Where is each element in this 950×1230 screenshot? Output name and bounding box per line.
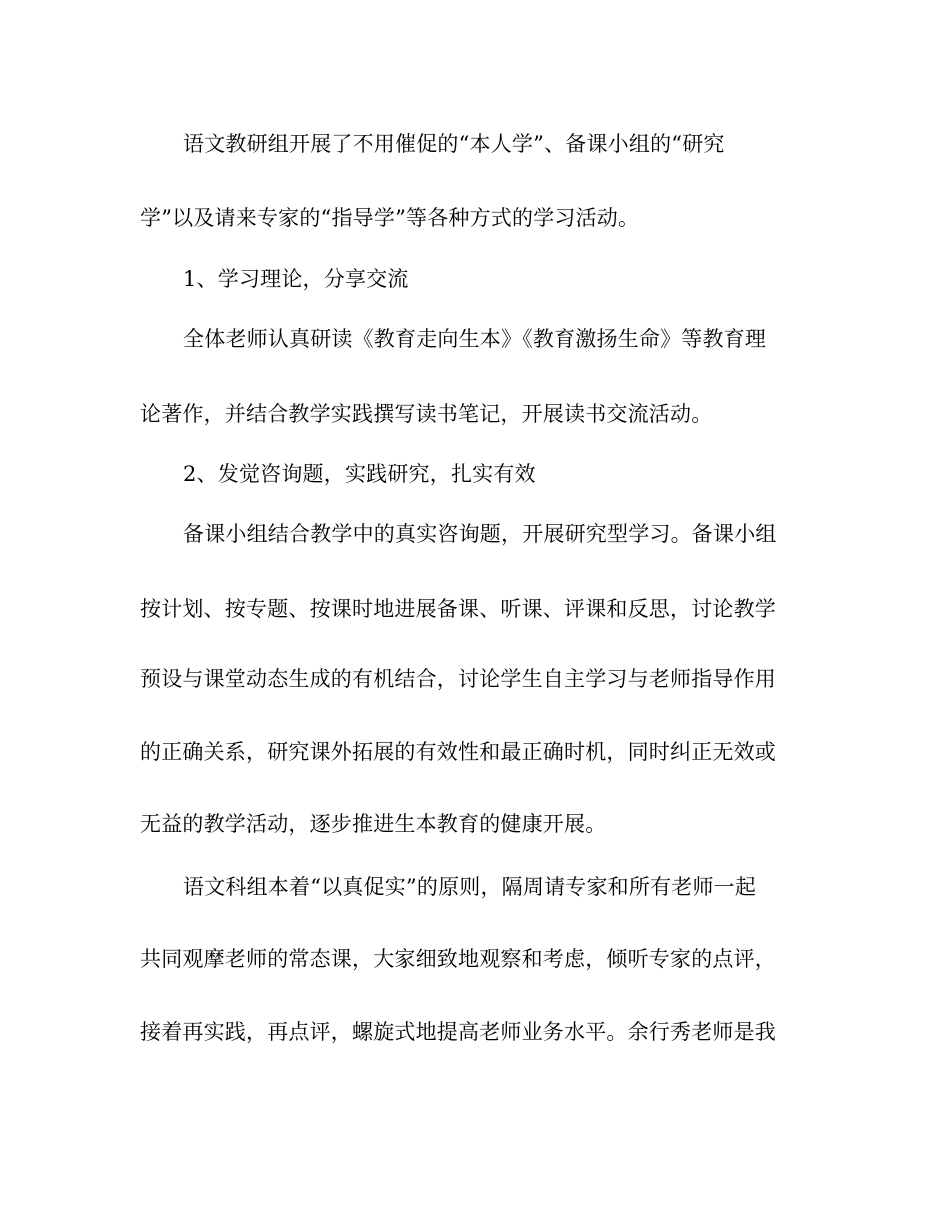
paragraph-3-line-3: 预设与课堂动态生成的有机结合，讨论学生自主学习与老师指导作用 — [140, 667, 776, 691]
paragraph-1-line-2: 学”以及请来专家的“指导学”等各种方式的学习活动。 — [140, 206, 640, 230]
paragraph-2-line-2: 论著作，并结合教学实践撰写读书笔记，开展读书交流活动。 — [140, 402, 713, 426]
paragraph-4-line-1: 语文科组本着“以真促实”的原则，隔周请专家和所有老师一起 — [183, 875, 757, 899]
paragraph-3-line-1: 备课小组结合教学中的真实咨询题，开展研究型学习。备课小组 — [183, 522, 777, 546]
paragraph-3-line-2: 按计划、按专题、按课时地进展备课、听课、评课和反思，讨论教学 — [140, 597, 776, 621]
paragraph-4-line-2: 共同观摩老师的常态课，大家细致地观察和考虑，倾听专家的点评， — [140, 947, 776, 971]
paragraph-4-line-3: 接着再实践，再点评，螺旋式地提高老师业务水平。余行秀老师是我 — [140, 1020, 776, 1044]
paragraph-3-line-5: 无益的教学活动，逐步推进生本教育的健康开展。 — [140, 812, 607, 836]
section-heading-2: 2、发觉咨询题，实践研究，扎实有效 — [183, 462, 536, 486]
paragraph-1-line-1: 语文教研组开展了不用催促的“本人学”、备课小组的“研究 — [183, 132, 725, 156]
paragraph-2-line-1: 全体老师认真研读《教育走向生本》《教育激扬生命》等教育理 — [183, 327, 767, 351]
paragraph-3-line-4: 的正确关系，研究课外拓展的有效性和最正确时机，同时纠正无效或 — [140, 740, 776, 764]
section-heading-1: 1、学习理论，分享交流 — [183, 267, 409, 291]
